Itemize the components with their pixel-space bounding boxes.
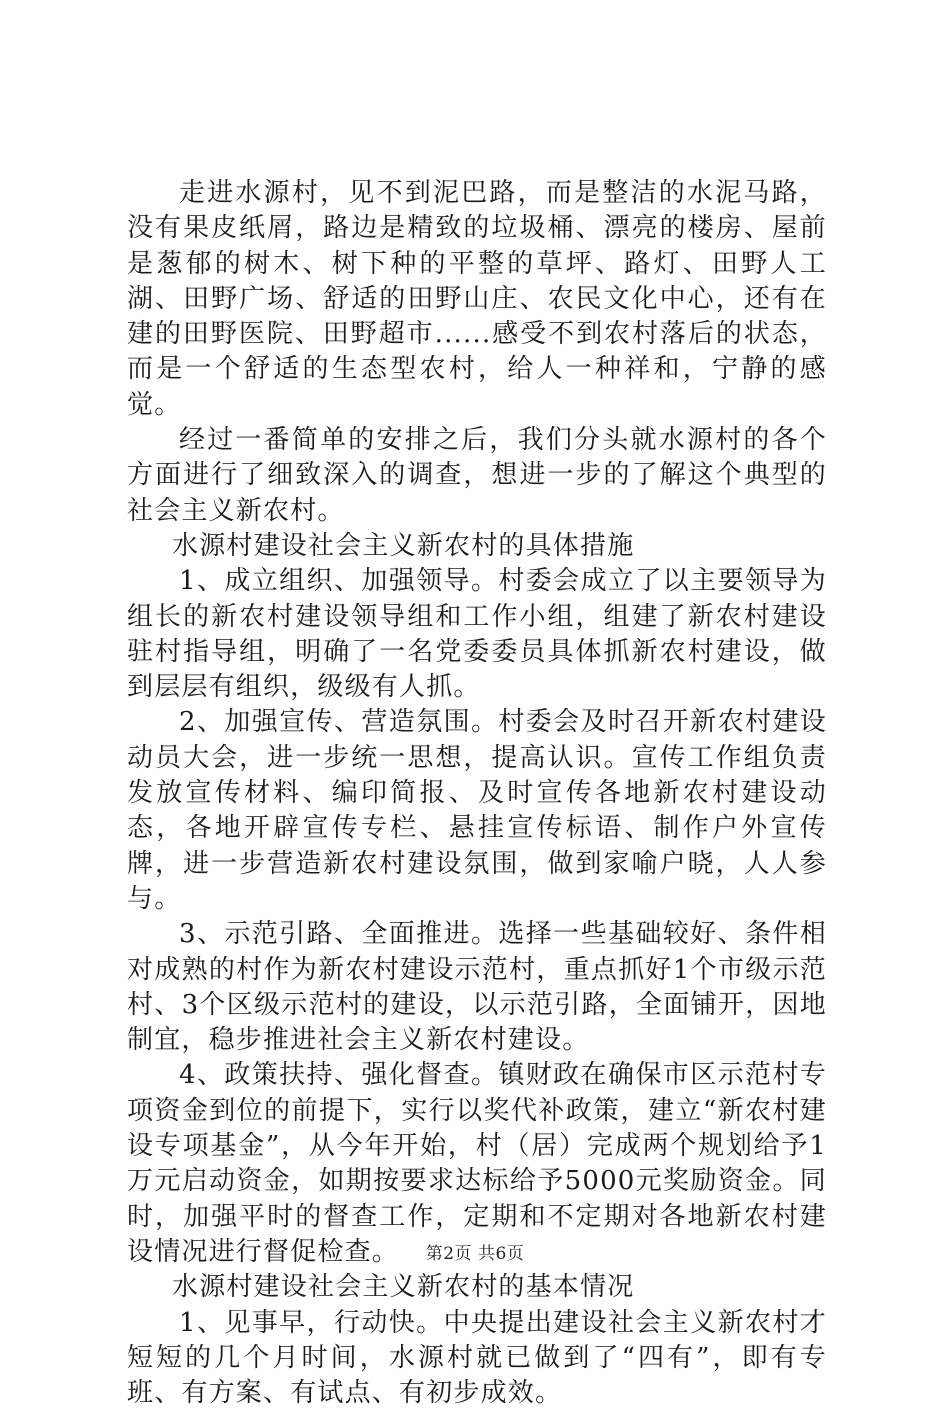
paragraph-measure-2: 2、加强宣传、营造氛围。村委会及时召开新农村建设动员大会，进一步统一思想，提高认识。宣传工作组负责发放宣传材料、编印简报、及时宣传各地新农村建设动态，各地开辟宣传专栏、悬挂宣传标语、制作户外宣传牌，进一步营造新农村建设氛围，做到家喻户晓，人人参与。 [127, 705, 827, 917]
section-heading-measures: 水源村建设社会主义新农村的具体措施 [127, 529, 827, 564]
section-heading-situation: 水源村建设社会主义新农村的基本情况 [127, 1270, 827, 1305]
page-number-footer: 第2页 共6页 [0, 1239, 950, 1264]
paragraph-measure-4: 4、政策扶持、强化督查。镇财政在确保市区示范村专项资金到位的前提下，实行以奖代补政策，建立“新农村建设专项基金”，从今年开始，村（居）完成两个规划给予1万元启动资金，如期按要求达标给予5000元奖励资金。同时，加强平时的督查工作，定期和不定期对各地新农村建设情况进行督促检查。 [127, 1058, 827, 1270]
paragraph-measure-3: 3、示范引路、全面推进。选择一些基础较好、条件相对成熟的村作为新农村建设示范村，重点抓好1个市级示范村、3个区级示范村的建设，以示范引路，全面铺开，因地制宜，稳步推进社会主义新农村建设。 [127, 917, 827, 1058]
paragraph-situation-1: 1、见事早，行动快。中央提出建设社会主义新农村才短短的几个月时间，水源村就已做到了“四有”，即有专班、有方案、有试点、有初步成效。 [127, 1306, 827, 1411]
paragraph-intro-village: 走进水源村，见不到泥巴路，而是整洁的水泥马路，没有果皮纸屑，路边是精致的垃圾桶、漂亮的楼房、屋前是葱郁的树木、树下种的平整的草坪、路灯、田野人工湖、田野广场、舒适的田野山庄、农民文化中心，还有在建的田野医院、田野超市......感受不到农村落后的状态，而是一个舒适的生态型农村，给人一种祥和，宁静的感觉。 [127, 176, 827, 423]
paragraph-investigation: 经过一番简单的安排之后，我们分头就水源村的各个方面进行了细致深入的调查，想进一步的了解这个典型的社会主义新农村。 [127, 423, 827, 529]
document-body [127, 176, 827, 1411]
paragraph-measure-1: 1、成立组织、加强领导。村委会成立了以主要领导为组长的新农村建设领导组和工作小组，组建了新农村建设驻村指导组，明确了一名党委委员具体抓新农村建设，做到层层有组织，级级有人抓。 [127, 564, 827, 705]
